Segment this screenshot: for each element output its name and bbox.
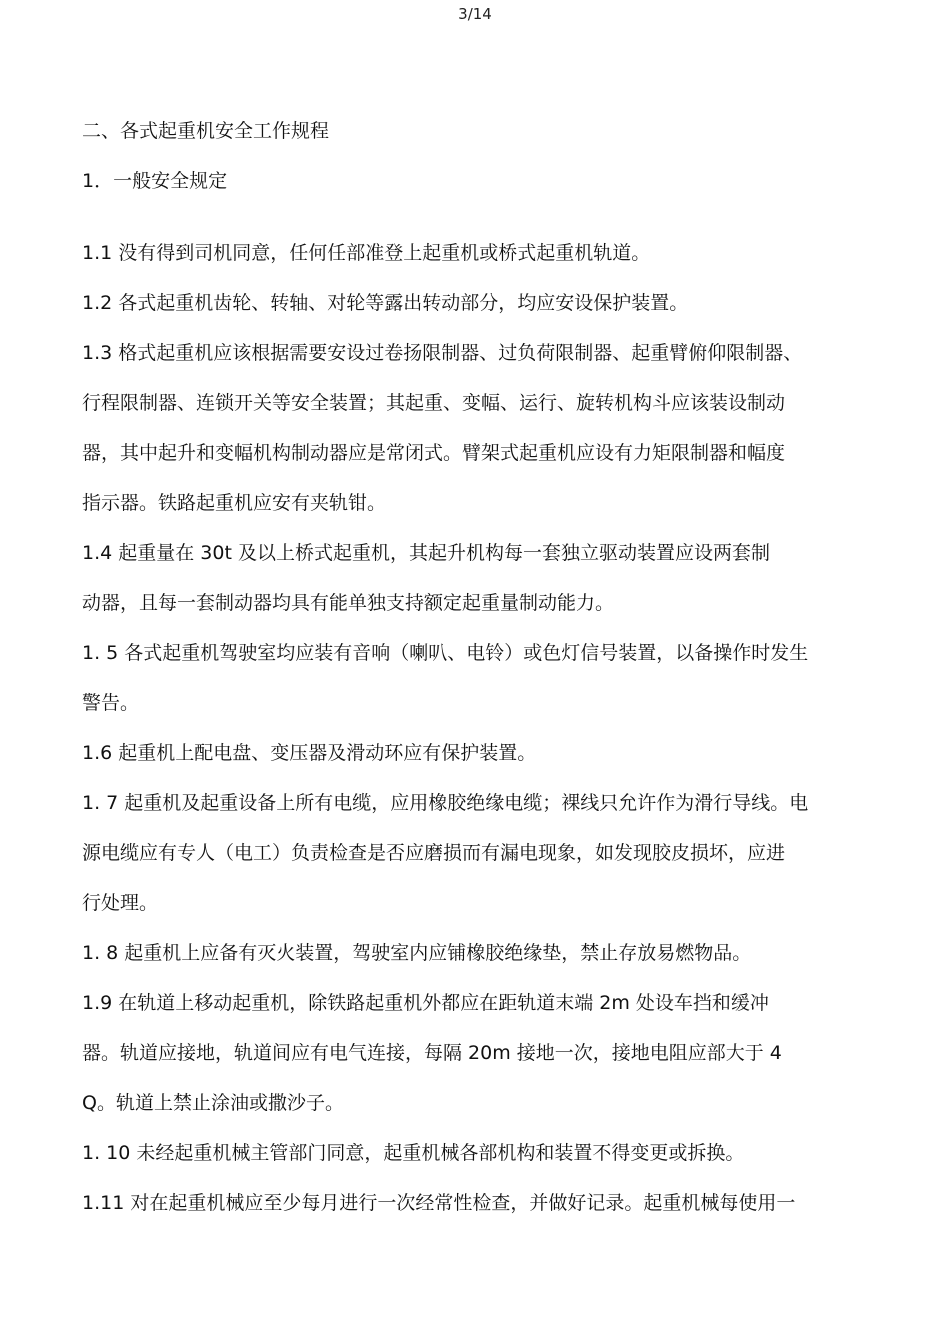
text-line: 1.6 起重机上配电盘、变压器及滑动环应有保护装置。 <box>82 742 537 764</box>
text-line: 指示器。铁路起重机应安有夹轨钳。 <box>82 492 387 514</box>
text-line: 1.9 在轨道上移动起重机，除铁路起重机外都应在距轨道末端 2m 处设车挡和缓冲 <box>82 992 769 1014</box>
text-line: 器。轨道应接地，轨道间应有电气连接，每隔 20m 接地一次，接地电阻应部大于 4 <box>82 1042 782 1064</box>
text-line: 1.2 各式起重机齿轮、转轴、对轮等露出转动部分，均应安设保护装置。 <box>82 292 689 314</box>
text-line: 1.11 对在起重机械应至少每月进行一次经常性检查，并做好记录。起重机械每使用一 <box>82 1192 796 1214</box>
text-line: 警告。 <box>82 692 140 714</box>
text-line: Q。轨道上禁止涂油或撒沙子。 <box>82 1092 344 1114</box>
text-line: 源电缆应有专人（电工）负责检查是否应磨损而有漏电现象，如发现胶皮损坏，应进 <box>82 842 786 864</box>
section-heading: 二、各式起重机安全工作规程 <box>82 120 330 142</box>
document-body <box>82 116 892 1238</box>
text-line: 行处理。 <box>82 892 159 914</box>
text-line: 1. 8 起重机上应备有灭火装置，驾驶室内应铺橡胶绝缘垫，禁止存放易燃物品。 <box>82 942 752 964</box>
text-line: 器，其中起升和变幅机构制动器应是常闭式。臂架式起重机应设有力矩限制器和幅度 <box>82 442 786 464</box>
text-line: 1.3 格式起重机应该根据需要安设过卷扬限制器、过负荷限制器、起重臂俯仰限制器、 <box>82 342 803 364</box>
text-line: 1.4 起重量在 30t 及以上桥式起重机，其起升机构每一套独立驱动装置应设两套制 <box>82 542 770 564</box>
text-line: 动器，且每一套制动器均具有能单独支持额定起重量制动能力。 <box>82 592 615 614</box>
page-number: 3/14 <box>458 5 492 23</box>
text-line: 1. 10 未经起重机械主管部门同意，起重机械各部机构和装置不得变更或拆换。 <box>82 1142 745 1164</box>
text-line: 1. 5 各式起重机驾驶室均应装有音响（喇叭、电铃）或色灯信号装置，以备操作时发生 <box>82 642 809 664</box>
text-line: 1.1 没有得到司机同意，任何任部准登上起重机或桥式起重机轨道。 <box>82 242 651 264</box>
text-line: 1. 7 起重机及起重设备上所有电缆，应用橡胶绝缘电缆；裸线只允许作为滑行导线。电 <box>82 792 809 814</box>
subsection-heading: 1．一般安全规定 <box>82 170 228 192</box>
text-line: 行程限制器、连锁开关等安全装置；其起重、变幅、运行、旋转机构斗应该装设制动 <box>82 392 786 414</box>
